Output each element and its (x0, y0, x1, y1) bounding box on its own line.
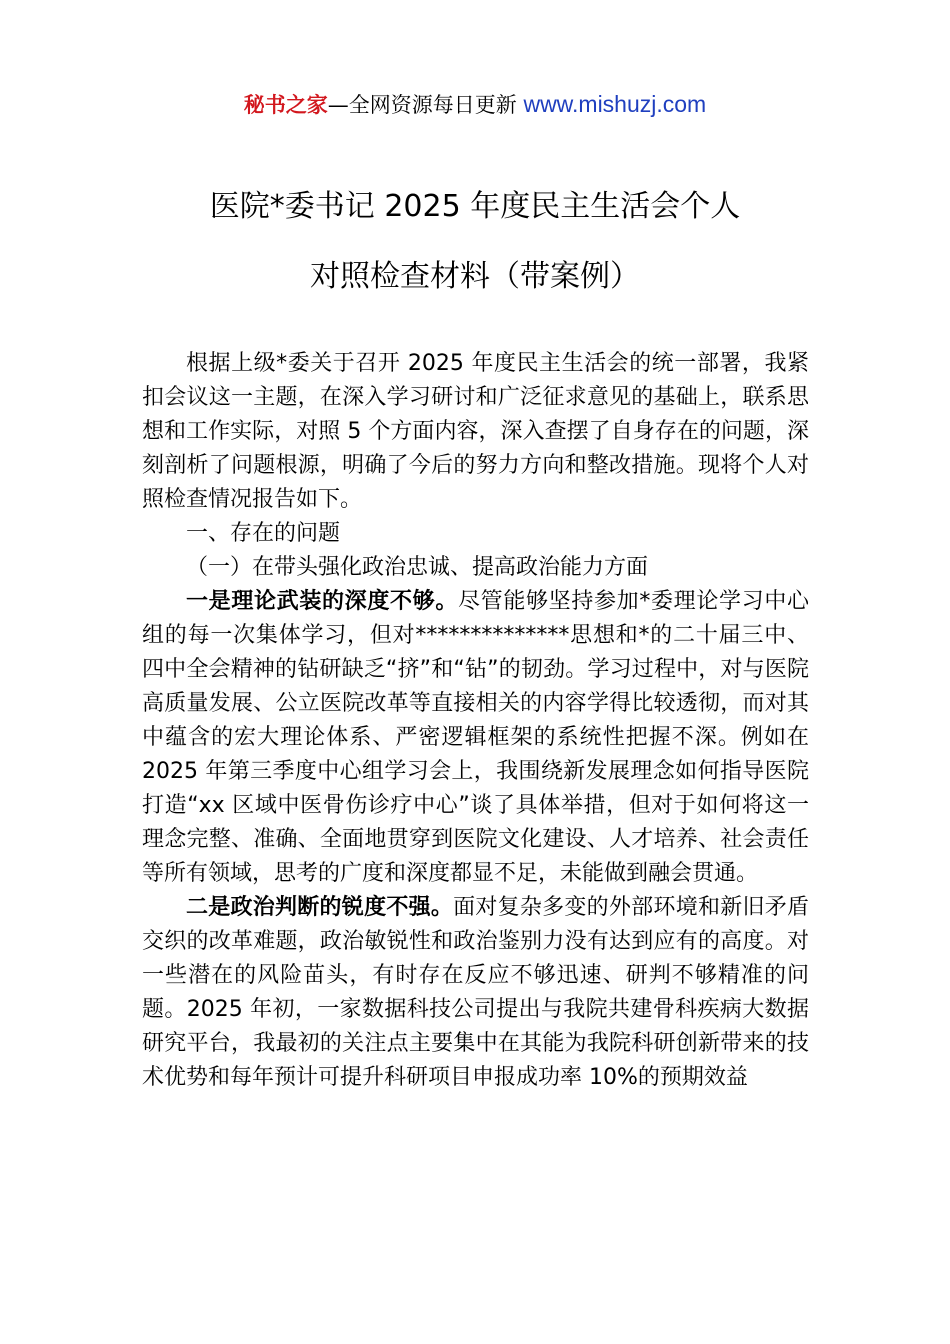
header-tagline: 全网资源每日更新 (348, 93, 524, 117)
document-title-line2: 对照检查材料（带案例） (310, 259, 640, 294)
paragraph-1-lead: 一是理论武装的深度不够。 (186, 589, 458, 614)
brand-name: 秘书之家 (243, 93, 328, 117)
subsection-heading: （一）在带头强化政治忠诚、提高政治能力方面 (186, 555, 649, 580)
site-url-link[interactable]: www.mishuzj.com (523, 91, 707, 117)
paragraph-1-text: 尽管能够坚持参加*委理论学习中心组的每一次集体学习，但对**************思想和*的二十届三中、四中全会精神的钻研缺乏“挤”和“钻”的韧劲。学习过程中，对与医院高质量发展、公立医院改革等直接相关的内容学得比较透彻，而对其中蕴含的宏大理论体系、严密逻辑框架的系统性把握不深。例如在 2025 年第三季度中心组学习会上，我围绕新发展理念如何指导医院打造“xx 区域中医骨伤诊疗中心”谈了具体举措，但对于如何将这一理念完整、准确、全面地贯穿到医院文化建设、人才培养、社会责任等所有领域，思考的广度和深度都显不足，未能做到融会贯通。 (142, 589, 809, 886)
paragraph-2-lead: 二是政治判断的锐度不强。 (186, 895, 454, 920)
document-title-line1: 医院*委书记 2025 年度民主生活会个人 (209, 189, 741, 224)
header-dash: — (327, 93, 349, 117)
section-heading: 一、存在的问题 (186, 521, 341, 546)
paragraph-2-text: 面对复杂多变的外部环境和新旧矛盾交织的改革难题，政治敏锐性和政治鉴别力没有达到应有的高度。对一些潜在的风险苗头，有时存在反应不够迅速、研判不够精准的问题。2025 年初，一家数据科技公司提出与我院共建骨科疾病大数据研究平台，我最初的关注点主要集中在其能为我院科研创新带来的技术优势和每年预计可提升科研项目申报成功率 10%的预期效益 (142, 895, 809, 1090)
site-header (0, 88, 950, 121)
document-body (142, 347, 809, 1095)
paragraph-2 (142, 891, 809, 1095)
paragraph-1 (142, 585, 809, 891)
intro-paragraph: 根据上级*委关于召开 2025 年度民主生活会的统一部署，我紧扣会议这一主题，在深入学习研讨和广泛征求意见的基础上，联系思想和工作实际，对照 5 个方面内容，深入查摆了自身存在的问题，深刻剖析了问题根源，明确了今后的努力方向和整改措施。现将个人对照检查情况报告如下。 (142, 351, 809, 512)
